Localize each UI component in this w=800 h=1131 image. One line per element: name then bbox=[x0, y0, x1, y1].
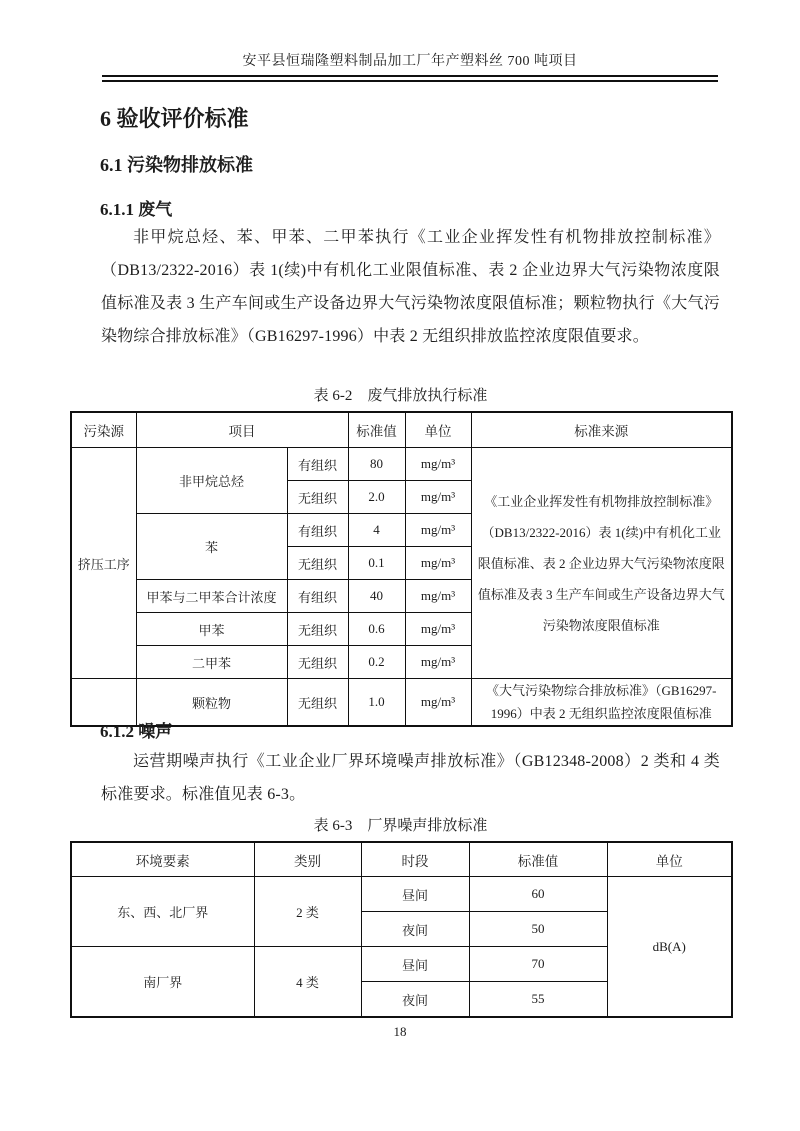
category-cell: 4 类 bbox=[254, 947, 361, 1018]
header-double-rule bbox=[102, 75, 718, 82]
type-cell: 无组织 bbox=[287, 547, 348, 580]
col-header-category: 类别 bbox=[254, 842, 361, 877]
item-cell: 甲苯与二甲苯合计浓度 bbox=[136, 580, 287, 613]
type-cell: 无组织 bbox=[287, 646, 348, 679]
table63-caption: 表 6-3 厂界噪声排放标准 bbox=[313, 818, 488, 834]
col-header-origin: 标准来源 bbox=[471, 412, 732, 448]
unit-cell: mg/m³ bbox=[405, 580, 471, 613]
waste-gas-standards-table bbox=[70, 411, 733, 727]
col-header-source: 污染源 bbox=[71, 412, 136, 448]
period-cell: 昼间 bbox=[361, 947, 469, 982]
origin-particulate-cell: 《大气污染物综合排放标准》（GB16297-1996）中表 2 无组织监控浓度限值标准 bbox=[471, 679, 732, 727]
unit-cell: dB(A) bbox=[607, 877, 732, 1018]
noise-paragraph: 运营期噪声执行《工业企业厂界环境噪声排放标准》（GB12348-2008）2 类和 4 类标准要求。标准值见表 6-3。 bbox=[101, 753, 720, 803]
chapter-heading: 6 验收评价标准 bbox=[100, 106, 249, 131]
col-header-unit: 单位 bbox=[607, 842, 732, 877]
value-cell: 4 bbox=[348, 514, 405, 547]
type-cell: 无组织 bbox=[287, 613, 348, 646]
value-cell: 55 bbox=[469, 982, 607, 1018]
type-cell: 有组织 bbox=[287, 580, 348, 613]
item-cell: 苯 bbox=[136, 514, 287, 580]
noise-standards-table bbox=[70, 841, 733, 1018]
running-header-title: 安平县恒瑞隆塑料制品加工厂年产塑料丝 700 吨项目 bbox=[242, 54, 578, 69]
value-cell: 50 bbox=[469, 912, 607, 947]
area-cell: 南厂界 bbox=[71, 947, 254, 1018]
section-heading: 6.1 污染物排放标准 bbox=[100, 155, 253, 175]
type-cell: 有组织 bbox=[287, 514, 348, 547]
item-cell: 颗粒物 bbox=[136, 679, 287, 727]
item-cell: 二甲苯 bbox=[136, 646, 287, 679]
col-header-value: 标准值 bbox=[348, 412, 405, 448]
origin-voc-cell: 《工业企业挥发性有机物排放控制标准》（DB13/2322-2016）表 1(续)中有机化工业限值标准、表 2 企业边界大气污染物浓度限值标准及表 3 生产车间或生产设备边界大气污染物浓度限值标准 bbox=[471, 448, 732, 679]
process-cell: 挤压工序 bbox=[71, 448, 136, 679]
unit-cell: mg/m³ bbox=[405, 547, 471, 580]
period-cell: 夜间 bbox=[361, 982, 469, 1018]
subsection-heading-noise: 6.1.2 噪声 bbox=[100, 722, 173, 741]
unit-cell: mg/m³ bbox=[405, 646, 471, 679]
period-cell: 夜间 bbox=[361, 912, 469, 947]
period-cell: 昼间 bbox=[361, 877, 469, 912]
page-number: 18 bbox=[393, 1024, 407, 1039]
unit-cell: mg/m³ bbox=[405, 679, 471, 727]
value-cell: 2.0 bbox=[348, 481, 405, 514]
value-cell: 1.0 bbox=[348, 679, 405, 727]
col-header-value: 标准值 bbox=[469, 842, 607, 877]
value-cell: 70 bbox=[469, 947, 607, 982]
table-header-row bbox=[71, 412, 732, 448]
col-header-period: 时段 bbox=[361, 842, 469, 877]
value-cell: 60 bbox=[469, 877, 607, 912]
table-row bbox=[71, 448, 732, 481]
item-cell: 非甲烷总烃 bbox=[136, 448, 287, 514]
unit-cell: mg/m³ bbox=[405, 448, 471, 481]
type-cell: 无组织 bbox=[287, 679, 348, 727]
unit-cell: mg/m³ bbox=[405, 514, 471, 547]
unit-cell: mg/m³ bbox=[405, 481, 471, 514]
value-cell: 0.6 bbox=[348, 613, 405, 646]
table62-caption: 表 6-2 废气排放执行标准 bbox=[313, 388, 488, 404]
type-cell: 有组织 bbox=[287, 448, 348, 481]
category-cell: 2 类 bbox=[254, 877, 361, 947]
col-header-unit: 单位 bbox=[405, 412, 471, 448]
unit-cell: mg/m³ bbox=[405, 613, 471, 646]
subsection-heading-waste-gas: 6.1.1 废气 bbox=[100, 200, 173, 219]
value-cell: 0.2 bbox=[348, 646, 405, 679]
value-cell: 0.1 bbox=[348, 547, 405, 580]
item-cell: 甲苯 bbox=[136, 613, 287, 646]
table-header-row bbox=[71, 842, 732, 877]
col-header-factor: 环境要素 bbox=[71, 842, 254, 877]
waste-gas-paragraph: 非甲烷总烃、苯、甲苯、二甲苯执行《工业企业挥发性有机物排放控制标准》（DB13/2322-2016）表 1(续)中有机化工业限值标准、表 2 企业边界大气污染物浓度限值标准及表 3 生产车间或生产设备边界大气污染物浓度限值标准；颗粒物执行《大气污染物综合排放标准》（GB16297-1996）中表 2 无组织排放监控浓度限值要求。 bbox=[101, 229, 720, 345]
value-cell: 40 bbox=[348, 580, 405, 613]
value-cell: 80 bbox=[348, 448, 405, 481]
table-row bbox=[71, 877, 732, 912]
col-header-item: 项目 bbox=[136, 412, 348, 448]
area-cell: 东、西、北厂界 bbox=[71, 877, 254, 947]
type-cell: 无组织 bbox=[287, 481, 348, 514]
